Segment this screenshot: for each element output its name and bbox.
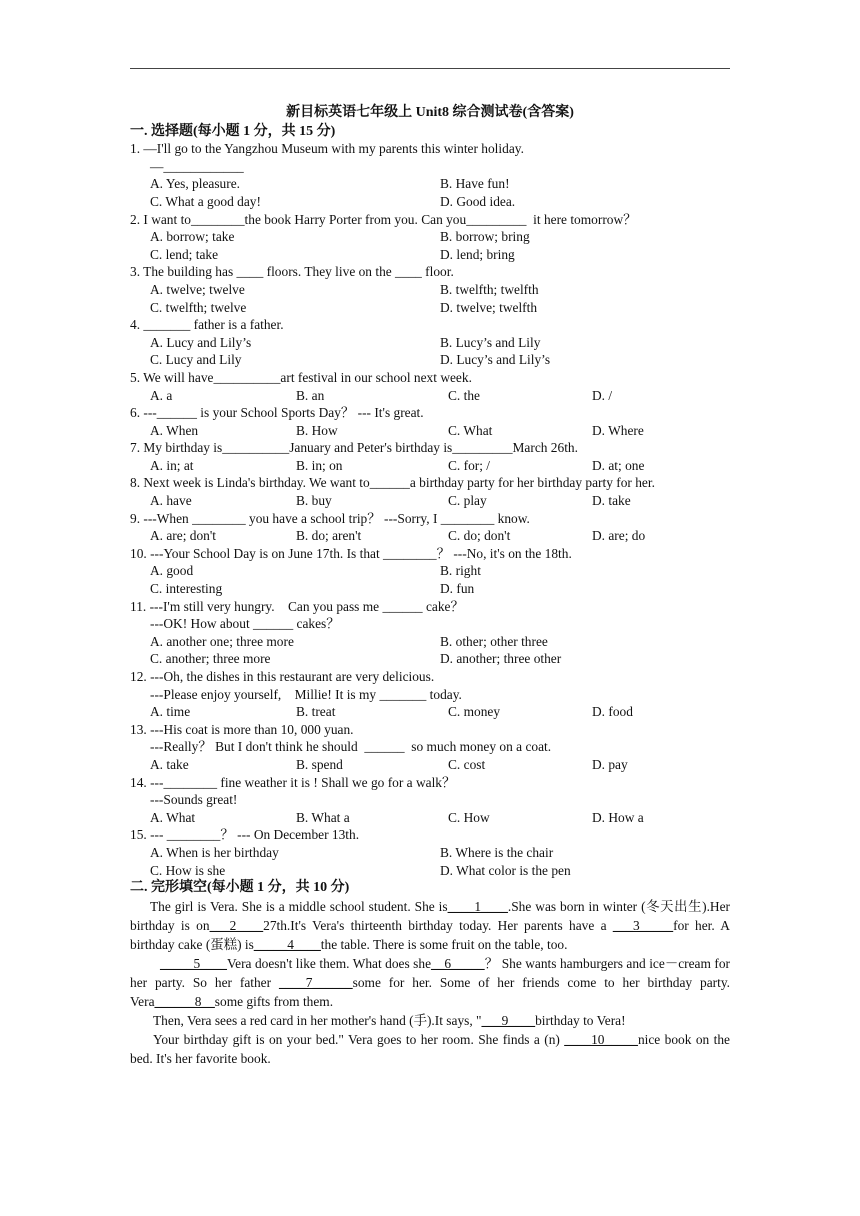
option-a: A. another one; three more (150, 633, 294, 649)
cloze-text: Your birthday gift is on your bed." Vera goes to her room. She finds a (n) (153, 1031, 565, 1047)
question-11-options-row1 (130, 633, 730, 651)
option-d: D. at; one (592, 457, 645, 473)
question-9: 9. ---When ________ you have a school trip？ ---Sorry, I ________ know. (130, 510, 530, 526)
option-d: D. / (592, 387, 613, 403)
option-a: A. When is her birthday (150, 844, 279, 860)
option-d: D. Where (592, 422, 644, 438)
cloze-blank-5: _____5____ (160, 955, 227, 971)
cloze-paragraph-2 (130, 954, 730, 1011)
cloze-text: for her. A birthday cake (蛋糕) is (130, 917, 730, 952)
question-7: 7. My birthday is__________January and Peter's birthday is_________March 26th. (130, 440, 578, 456)
option-b: B. other; other three (440, 633, 548, 649)
cloze-text: some gifts from them. (214, 993, 334, 1009)
option-a: A. have (150, 493, 192, 509)
option-c: C. for; / (448, 457, 491, 473)
question-12: 12. ---Oh, the dishes in this restaurant are very delicious. (130, 669, 435, 684)
question-4-options-row1 (130, 334, 730, 352)
question-3-options-row1 (130, 281, 730, 299)
option-b: B. buy (296, 493, 332, 509)
question-14-options (130, 809, 730, 827)
question-11-options-row2 (130, 650, 730, 668)
option-d: D. Lucy’s and Lily’s (440, 352, 551, 368)
question-12-reply: ---Please enjoy yourself, Millie! It is my _______ today. (150, 686, 462, 702)
option-c: C. interesting (150, 581, 223, 597)
question-5: 5. We will have__________art festival in our school next week. (130, 369, 472, 385)
cloze-blank-4: _____4____ (253, 936, 321, 952)
option-b: B. Lucy’s and Lily (440, 334, 541, 350)
cloze-text: ？ She wants hamburgers and ice－cream for her party. So her father (130, 955, 730, 990)
option-b: B. Where is the chair (440, 844, 554, 860)
question-11-reply: ---OK! How about ______ cakes？ (150, 616, 340, 632)
question-7-options (130, 457, 730, 475)
option-b: B. How (296, 422, 338, 438)
option-d: D. How a (592, 809, 644, 825)
option-b: B. an (296, 387, 325, 403)
cloze-text: birthday to Vera! (535, 1012, 626, 1028)
cloze-paragraph-1 (130, 897, 730, 954)
option-d: D. pay (592, 756, 628, 772)
question-10-options-row1 (130, 562, 730, 580)
option-d: D. Good idea. (440, 193, 516, 209)
option-b: B. in; on (296, 457, 343, 473)
option-a: A. When (150, 422, 199, 438)
cloze-blank-3: ___3_____ (612, 917, 674, 933)
option-d: D. take (592, 493, 631, 509)
question-13-options (130, 756, 730, 774)
cloze-blank-1: ____1____ (447, 898, 508, 914)
option-b: B. spend (296, 756, 343, 772)
section-heading-choice: 一. 选择题(每小题 1 分，共 15 分) (130, 123, 336, 139)
question-13: 13. ---His coat is more than 10, 000 yuan. (130, 721, 354, 737)
section-heading-cloze: 二. 完形填空(每小题 1 分，共 10 分) (130, 880, 350, 896)
question-2-options-row1 (130, 228, 730, 246)
question-1-reply: —____________ (150, 158, 244, 174)
question-13-reply: ---Really？ But I don't think he should ______ so much money on a coat. (150, 739, 552, 755)
option-d: D. twelve; twelfth (440, 299, 538, 315)
option-a: A. time (150, 704, 191, 720)
option-b: B. right (440, 563, 481, 579)
question-1-options-row1 (130, 175, 730, 193)
option-c: C. lend; take (150, 246, 219, 262)
cloze-blank-10: ____10_____ (564, 1031, 638, 1047)
option-a: A. Yes, pleasure. (150, 176, 241, 192)
option-c: C. play (448, 493, 487, 509)
question-2-options-row2 (130, 246, 730, 264)
option-a: A. Lucy and Lily’s (150, 334, 252, 350)
question-4-options-row2 (130, 351, 730, 369)
page-title: 新目标英语七年级上 Unit8 综合测试卷(含答案) (286, 105, 574, 120)
option-c: C. How is she (150, 862, 226, 878)
option-b: B. What a (296, 809, 350, 825)
question-5-options (130, 387, 730, 405)
question-3-options-row2 (130, 299, 730, 317)
option-c: C. the (448, 387, 480, 403)
cloze-text: The girl is Vera. She is a middle school student. She is (150, 898, 448, 914)
cloze-text: nice book on the bed. It's her favorite book. (130, 1031, 730, 1066)
option-d: D. fun (440, 581, 475, 597)
option-b: B. do; aren't (296, 528, 362, 544)
option-d: D. food (592, 704, 633, 720)
option-c: C. money (448, 704, 501, 720)
cloze-paragraph-4 (130, 1030, 730, 1068)
cloze-text: .She was born in winter (冬天出生).Her birthday is on (130, 898, 730, 933)
cloze-text: Then, Vera sees a red card in her mother's hand (手).It says, " (153, 1012, 482, 1028)
option-c: C. Lucy and Lily (150, 352, 242, 368)
option-c: C. What a good day! (150, 193, 261, 209)
question-2: 2. I want to________the book Harry Porter from you. Can you_________ it here tomorrow？ (130, 211, 637, 227)
question-9-options (130, 527, 730, 545)
cloze-text: 27th.It's Vera's thirteenth birthday today. Her parents have a (263, 917, 613, 933)
option-b: B. twelfth; twelfth (440, 281, 539, 297)
option-a: A. good (150, 563, 194, 579)
question-1-options-row2 (130, 193, 730, 211)
question-14: 14. ---________ fine weather it is ! Shall we go for a walk？ (130, 774, 456, 790)
question-12-options (130, 703, 730, 721)
question-8-options (130, 492, 730, 510)
question-6: 6. ---______ is your School Sports Day？ --- It's great. (130, 405, 424, 421)
cloze-blank-7: ____7______ (278, 974, 353, 990)
option-d: D. lend; bring (440, 246, 515, 262)
cloze-paragraph-3 (130, 1011, 730, 1030)
cloze-blank-6: __6_____ (431, 955, 485, 971)
option-c: C. another; three more (150, 651, 271, 667)
option-c: C. do; don't (448, 528, 511, 544)
question-4: 4. _______ father is a father. (130, 317, 284, 333)
option-a: A. borrow; take (150, 229, 235, 245)
option-d: D. another; three other (440, 651, 562, 667)
question-11: 11. ---I'm still very hungry. Can you pass me ______ cake？ (130, 598, 464, 614)
question-6-options (130, 422, 730, 440)
option-d: D. are; do (592, 528, 646, 544)
question-3: 3. The building has ____ floors. They live on the ____ floor. (130, 264, 454, 280)
option-c: C. cost (448, 756, 486, 772)
cloze-blank-8: ______8__ (154, 993, 215, 1009)
option-a: A. twelve; twelve (150, 281, 245, 297)
cloze-blank-9: ___9____ (481, 1012, 536, 1028)
question-1: 1. —I'll go to the Yangzhou Museum with my parents this winter holiday. (130, 141, 524, 157)
option-b: B. borrow; bring (440, 229, 530, 245)
header-rule (130, 68, 730, 69)
option-b: B. Have fun! (440, 176, 510, 192)
cloze-text: the table. There is some fruit on the table, too. (320, 936, 568, 952)
option-c: C. What (448, 422, 493, 438)
cloze-text: Vera doesn't like them. What does she (226, 955, 432, 971)
question-15-options-row2 (130, 862, 730, 880)
question-8: 8. Next week is Linda's birthday. We want to______a birthday party for her birthday party for her. (130, 475, 655, 491)
option-a: A. What (150, 809, 196, 825)
question-10: 10. ---Your School Day is on June 17th. Is that ________？ ---No, it's on the 18th. (130, 545, 572, 561)
question-15: 15. --- ________？ --- On December 13th. (130, 827, 360, 843)
cloze-blank-2: ___2____ (209, 917, 264, 933)
option-a: A. in; at (150, 457, 194, 473)
cloze-text: some for her. Some of her friends come to her birthday party. Vera (130, 974, 730, 1009)
option-d: D. What color is the pen (440, 862, 571, 878)
option-a: A. are; don't (150, 528, 216, 544)
question-15-options-row1 (130, 844, 730, 862)
option-c: C. How (448, 809, 490, 825)
exam-page (130, 104, 730, 1068)
question-14-reply: ---Sounds great! (150, 792, 238, 808)
option-a: A. take (150, 756, 189, 772)
option-c: C. twelfth; twelve (150, 299, 247, 315)
option-a: A. a (150, 387, 173, 403)
option-b: B. treat (296, 704, 336, 720)
question-10-options-row2 (130, 580, 730, 598)
